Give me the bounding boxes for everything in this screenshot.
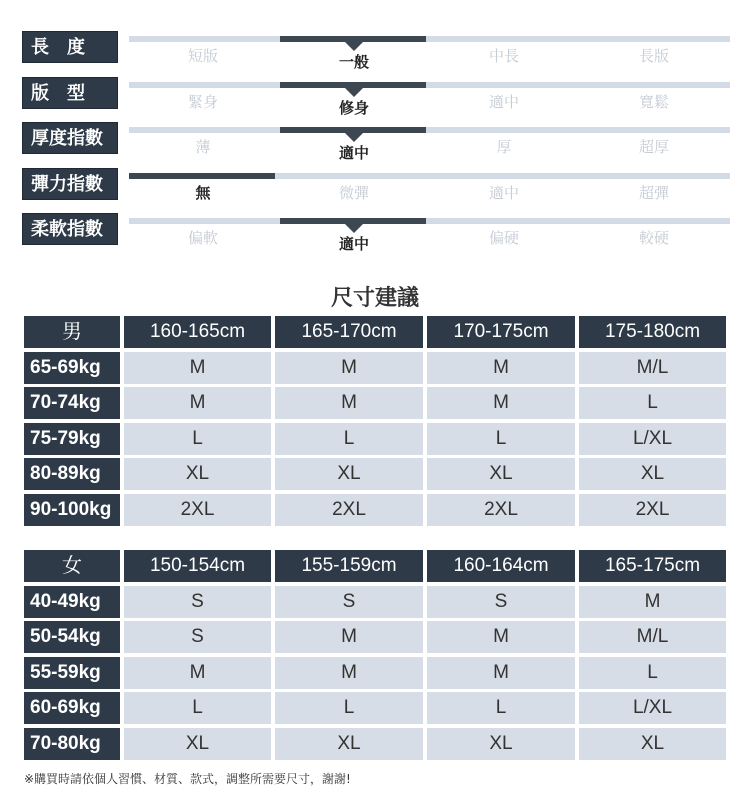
weight-label: 75-79kg [24,423,120,455]
attribute-option: 薄 [195,138,211,156]
attribute-option: 超彈 [638,184,669,202]
weight-label: 70-80kg [24,728,120,760]
weight-label: 50-54kg [24,621,120,653]
attribute-row [22,77,730,117]
size-cell: XL [427,458,575,490]
size-cell: S [275,586,423,618]
attribute-option: 長版 [638,47,669,65]
attribute-option: 適中 [488,93,519,111]
size-cell: M [275,657,423,689]
size-cell: 2XL [579,494,726,526]
attribute-option: 無 [195,184,211,202]
height-header: 150-154cm [124,550,271,582]
size-cell: M [427,352,575,384]
attribute-option: 較硬 [638,229,669,247]
size-cell: M [275,352,423,384]
attribute-track [129,36,730,42]
size-cell: L [427,423,575,455]
attribute-row [22,122,730,162]
size-cell: L/XL [579,423,726,455]
weight-label: 90-100kg [24,494,120,526]
size-cell: M [427,657,575,689]
attribute-option: 一般 [338,53,369,71]
attribute-option: 緊身 [187,93,218,111]
attribute-option: 適中 [338,144,369,162]
size-cell: M [579,586,726,618]
size-cell: L [579,657,726,689]
attribute-row [22,168,730,204]
attribute-selected-segment [129,173,275,179]
size-cell: 2XL [124,494,271,526]
attribute-option: 中長 [488,47,519,65]
size-cell: S [124,586,271,618]
size-cell: L/XL [579,692,726,724]
size-cell: M [124,352,271,384]
attribute-track [129,127,730,133]
section-title: 尺寸建議 [330,286,419,311]
attribute-label: 厚度指數 [22,122,118,154]
attribute-option: 寬鬆 [638,93,669,111]
selection-arrow-icon [345,88,363,97]
size-cell: M/L [579,621,726,653]
size-cell: L [579,387,726,419]
height-header: 160-164cm [427,550,575,582]
attribute-option: 偏軟 [187,229,218,247]
size-cell: 2XL [275,494,423,526]
attribute-label: 彈力指數 [22,168,118,200]
size-cell: 2XL [427,494,575,526]
size-cell: L [275,692,423,724]
size-cell: L [124,423,271,455]
attribute-option: 適中 [488,184,519,202]
attribute-track [129,218,730,224]
gender-header: 女 [24,550,120,582]
attribute-row [22,213,730,253]
size-cell: M [124,657,271,689]
selection-arrow-icon [345,42,363,51]
attribute-label: 版 型 [22,77,118,109]
size-cell: XL [124,728,271,760]
attribute-option: 短版 [187,47,218,65]
size-cell: L [124,692,271,724]
size-cell: XL [579,458,726,490]
height-header: 175-180cm [579,316,726,348]
gender-header: 男 [24,316,120,348]
attribute-label: 長 度 [22,31,118,63]
size-cell: XL [124,458,271,490]
height-header: 155-159cm [275,550,423,582]
height-header: 170-175cm [427,316,575,348]
size-cell: M [275,621,423,653]
attribute-option: 偏硬 [488,229,519,247]
height-header: 165-170cm [275,316,423,348]
selection-arrow-icon [345,133,363,142]
attribute-option: 厚 [496,138,512,156]
weight-label: 80-89kg [24,458,120,490]
size-cell: M [275,387,423,419]
size-cell: M [124,387,271,419]
size-cell: XL [275,458,423,490]
attribute-option: 修身 [338,99,369,117]
size-cell: S [427,586,575,618]
weight-label: 55-59kg [24,657,120,689]
size-cell: M [427,387,575,419]
selection-arrow-icon [345,224,363,233]
height-header: 165-175cm [579,550,726,582]
size-cell: XL [579,728,726,760]
size-cell: M/L [579,352,726,384]
size-cell: M [427,621,575,653]
purchase-note: ※購買時請依個人習慣、材質、款式，調整所需要尺寸，謝謝! [24,772,351,786]
attribute-option: 微彈 [338,184,369,202]
height-header: 160-165cm [124,316,271,348]
weight-label: 65-69kg [24,352,120,384]
size-cell: L [427,692,575,724]
attribute-option: 適中 [338,235,369,253]
weight-label: 40-49kg [24,586,120,618]
weight-label: 70-74kg [24,387,120,419]
weight-label: 60-69kg [24,692,120,724]
attribute-label: 柔軟指數 [22,213,118,245]
attribute-row [22,31,730,71]
size-cell: L [275,423,423,455]
size-cell: S [124,621,271,653]
size-cell: XL [427,728,575,760]
attribute-track [129,82,730,88]
attribute-option: 超厚 [638,138,669,156]
size-cell: XL [275,728,423,760]
